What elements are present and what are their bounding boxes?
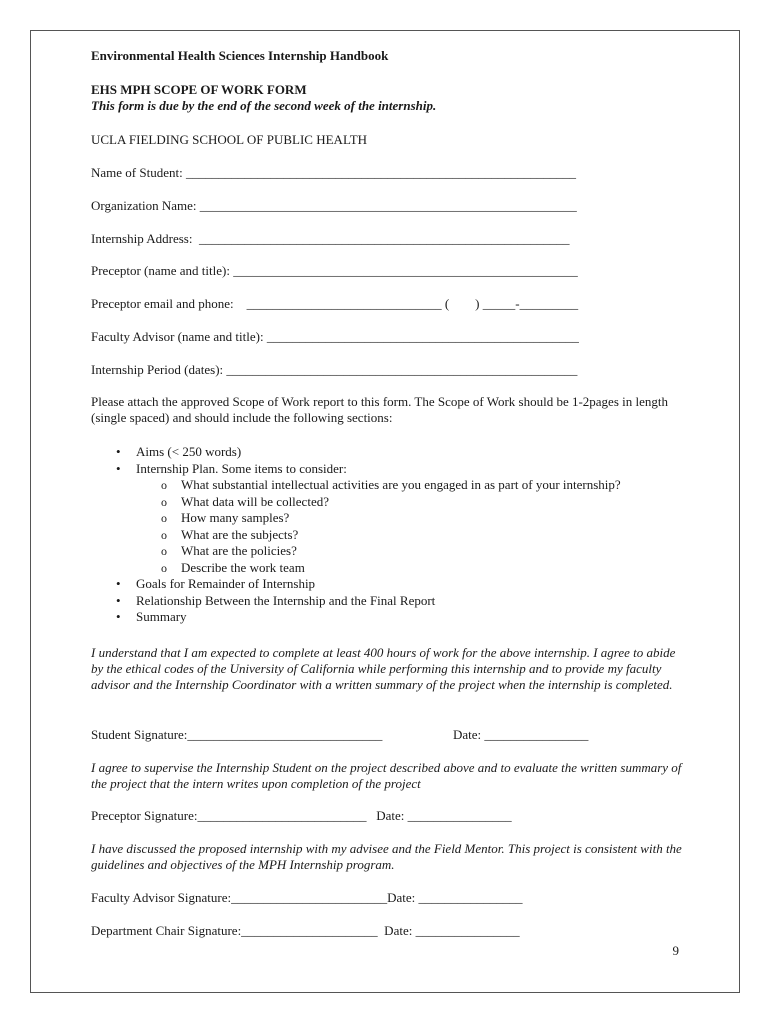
list-item: • Goals for Remainder of Internship — [91, 576, 691, 593]
student-signature-line[interactable]: Student Signature:______________________________ — [91, 727, 383, 742]
preceptor-statement: I agree to supervise the Internship Student on the project described above and to evaluate the written summary of the project that the intern writes upon completion of the project — [91, 760, 682, 791]
faculty-statement: I have discussed the proposed internship with my advisee and the Field Mentor. This project is consistent with the guidelines and objectives of the MPH Internship program. — [91, 841, 682, 872]
list-item: • Summary — [91, 609, 691, 626]
organization-name-field[interactable]: Organization Name: __________________________________________________________ — [91, 198, 577, 213]
handbook-title: Environmental Health Sciences Internship Handbook — [91, 48, 389, 63]
instructions-paragraph: Please attach the approved Scope of Work report to this form. The Scope of Work should be 1-2pages in length (single spaced) and should include the following sections: — [91, 394, 668, 425]
faculty-advisor-field[interactable]: Faculty Advisor (name and title): ________________________________________________ — [91, 329, 579, 344]
sections-list — [91, 444, 691, 626]
list-item: o What substantial intellectual activities are you engaged in as part of your internship? — [91, 477, 691, 494]
student-date-line[interactable]: Date: ________________ — [453, 727, 589, 742]
internship-period-field[interactable]: Internship Period (dates): ______________________________________________________ — [91, 362, 578, 377]
due-note: This form is due by the end of the second week of the internship. — [91, 98, 437, 113]
preceptor-signature-line[interactable]: Preceptor Signature:__________________________ Date: ________________ — [91, 808, 512, 823]
internship-address-field[interactable]: Internship Address: _________________________________________________________ — [91, 231, 570, 246]
student-statement: I understand that I am expected to complete at least 400 hours of work for the above internship. I agree to abide by the ethical codes of the University of California while performing this internship and to provide my faculty advisor and the Internship Coordinator with a written summary of the project when the internship is completed. — [91, 645, 676, 692]
list-item: o What are the subjects? — [91, 527, 691, 544]
list-item: • Relationship Between the Internship and the Final Report — [91, 593, 691, 610]
list-item: o What are the policies? — [91, 543, 691, 560]
list-item: o What data will be collected? — [91, 494, 691, 511]
student-name-field[interactable]: Name of Student: ____________________________________________________________ — [91, 165, 576, 180]
school-name: UCLA FIELDING SCHOOL OF PUBLIC HEALTH — [91, 132, 368, 147]
list-item: o Describe the work team — [91, 560, 691, 577]
preceptor-field[interactable]: Preceptor (name and title): _____________________________________________________ — [91, 263, 578, 278]
document-page — [30, 30, 740, 993]
form-title: EHS MPH SCOPE OF WORK FORM — [91, 82, 307, 97]
page-number: 9 — [672, 943, 679, 958]
list-item: o How many samples? — [91, 510, 691, 527]
faculty-advisor-signature-line[interactable]: Faculty Advisor Signature:________________________Date: ________________ — [91, 890, 523, 905]
list-item: • Aims (< 250 words) — [91, 444, 691, 461]
list-item: • Internship Plan. Some items to consider: — [91, 461, 691, 478]
preceptor-contact-field[interactable]: Preceptor email and phone: ______________________________ ( ) _____-_________ — [91, 296, 579, 311]
department-chair-signature-line[interactable]: Department Chair Signature:_____________________ Date: ________________ — [91, 923, 520, 938]
